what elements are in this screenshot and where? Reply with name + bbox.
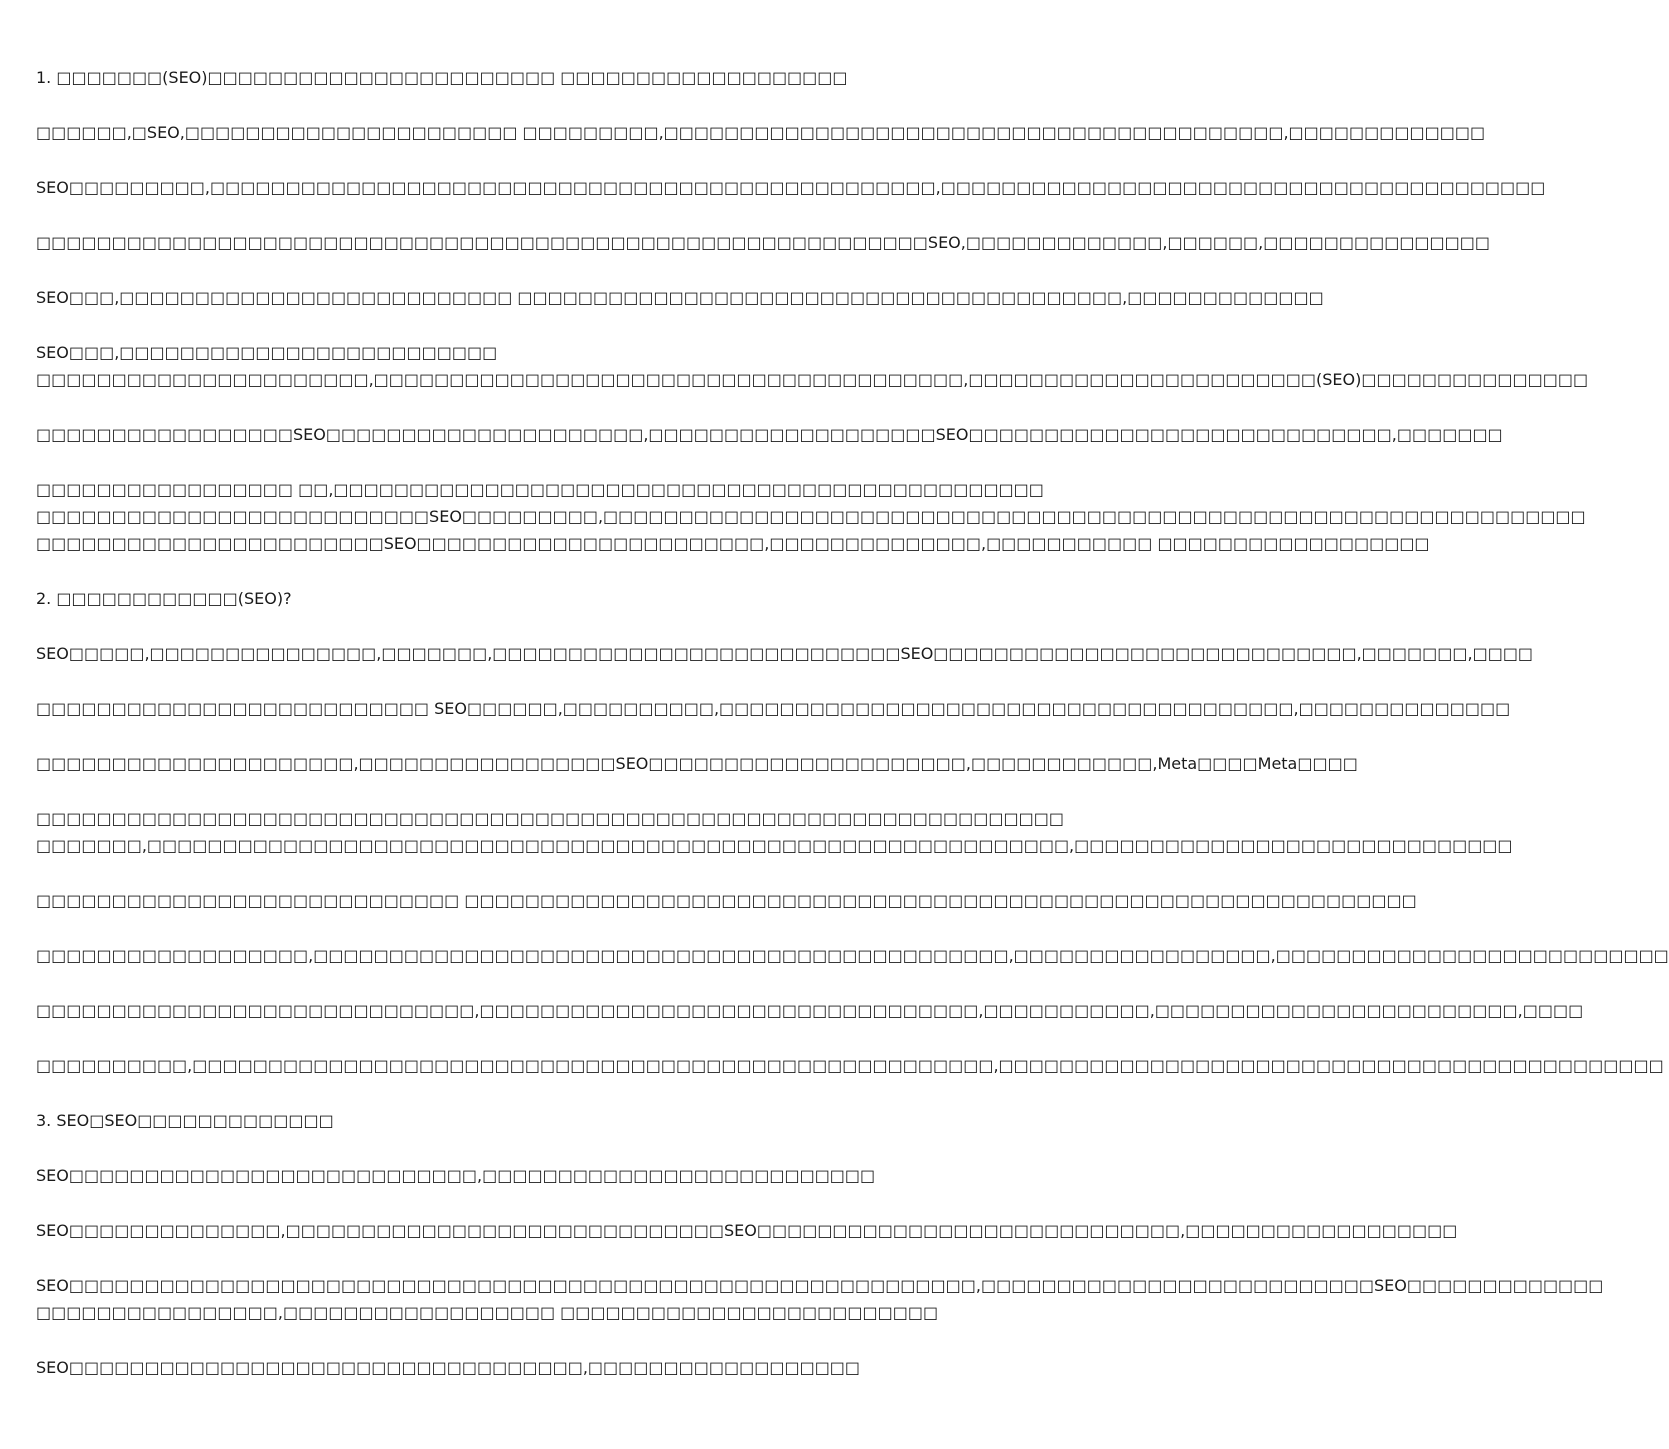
paragraph: [36, 1272, 1604, 1326]
text-line: SEO□□□□□,□□□□□□□□□□□□□□□,□□□□□□□,□□□□□□□□□□□□□□□□□□□□□□□□□□□SEO□□□□□□□□□□□□□□□□□□□□□□□□□□□□,□□□□□□□,□□□□: [36, 644, 1534, 663]
text-line: □□□□□□□□□□□□□□□□□□□□□□□SEO□□□□□□□□□□□□□□□□□□□□□□□,□□□□□□□□□□□□□□,□□□□□□□□□□□ □□□□□□□□□□□□□□□□□□: [36, 534, 1430, 553]
text-line: □□□□□□,□SEO,□□□□□□□□□□□□□□□□□□□□□□ □□□□□□□□□,□□□□□□□□□□□□□□□□□□□□□□□□□□□□□□□□□□□□□□□□□,□□□□□□□□□□□□□: [36, 123, 1486, 142]
text-line: □□□□□□□□□□□□□□□□□□□□□□,□□□□□□□□□□□□□□□□□□□□□□□□□□□□□□□□□□□□□□□,□□□□□□□□□□□□□□□□□□□□□□□(SEO)□□□□□□□□□□□□□□□: [36, 370, 1589, 389]
document-page: [36, 64, 1669, 1409]
paragraph: [36, 1217, 1458, 1244]
paragraph: [36, 339, 1589, 393]
paragraph: [36, 1354, 990, 1381]
text-line: SEO□□□□□□□□□□□□□□□□□□□□□□□□□□□□□□□□□□□□□□□□□□□□□□□□□□□□□□□□□□□□,□□□□□□□□□□□□□□□□□□□□□□□□□□SEO□□□□□□□□□□□□□: [36, 1276, 1604, 1295]
paragraph: [36, 64, 990, 91]
section-heading: [36, 585, 990, 612]
text-line: SEO□□□,□□□□□□□□□□□□□□□□□□□□□□□□□: [36, 343, 498, 362]
text-line: 2. □□□□□□□□□□□□(SEO)?: [36, 589, 292, 608]
paragraph: [36, 1162, 990, 1189]
paragraph: [36, 887, 1417, 914]
paragraph: [36, 997, 1584, 1024]
text-line: □□□□□□□□□□□□□□□□□□□□□□□□□□□□□,□□□□□□□□□□□□□□□□□□□□□□□□□□□□□□□□□,□□□□□□□□□□□,□□□□□□□□□□□□□□□□□□□□□□□□,□□□□: [36, 1001, 1584, 1020]
text-line: □□□□□□□□□□□□□□□□□□□□□□□□□□□□□□□□□□□□□□□□□□□□□□□□□□□□□□□□□□□□□□□□□□□□: [36, 809, 1064, 828]
text-line: SEO□□□□□□□□□□□□□□□□□□□□□□□□□□□,□□□□□□□□□□□□□□□□□□□□□□□□□□: [36, 1166, 876, 1185]
text-line: SEO□□□□□□□□□□□□□□,□□□□□□□□□□□□□□□□□□□□□□□□□□□□□SEO□□□□□□□□□□□□□□□□□□□□□□□□□□□□,□□□□□□□□□□□□□□□□□□: [36, 1221, 1458, 1240]
paragraph: [36, 1052, 1664, 1079]
paragraph: [36, 174, 1546, 201]
text-line: □□□□□□□□□□□□□□□□□□□□□□□□□□□□□□□□□□□□□□□□□□□□□□□□□□□□□□□□□□□SEO,□□□□□□□□□□□□□,□□□□□□,□□□□□□□□□□□□□□□: [36, 233, 1491, 252]
paragraph: [36, 229, 1491, 256]
section-heading: [36, 1107, 990, 1134]
text-line: □□□□□□□□□□□□□□□□□□□□□□□□□□SEO□□□□□□□□□,□□□□□□□□□□□□□□□□□□□□□□□□□□□□□□□□□□□□□□□□□□□□□□□□□□□□□□□□□□□□□□□□□: [36, 507, 1586, 526]
text-line: □□□□□□□□□□□□□□□□,□□□□□□□□□□□□□□□□□□ □□□□□□□□□□□□□□□□□□□□□□□□□: [36, 1303, 939, 1322]
text-line: SEO□□□□□□□□□□□□□□□□□□□□□□□□□□□□□□□□□□,□□□□□□□□□□□□□□□□□□: [36, 1358, 861, 1377]
text-line: 3. SEO□SEO□□□□□□□□□□□□□: [36, 1111, 334, 1130]
paragraph: [36, 942, 1669, 969]
text-line: □□□□□□□□□□□□□□□□□SEO□□□□□□□□□□□□□□□□□□□□□,□□□□□□□□□□□□□□□□□□□SEO□□□□□□□□□□□□□□□□□□□□□□□□□□□□,□□□□□□□: [36, 425, 1503, 444]
text-line: 1. □□□□□□□(SEO)□□□□□□□□□□□□□□□□□□□□□□□ □□□□□□□□□□□□□□□□□□□: [36, 68, 848, 87]
text-line: □□□□□□□,□□□□□□□□□□□□□□□□□□□□□□□□□□□□□□□□□□□□□□□□□□□□□□□□□□□□□□□□□□□□□,□□□□□□□□□□□□□□□□□□□□□□□□□□□□□: [36, 836, 1513, 855]
paragraph: [36, 421, 1503, 448]
text-line: □□□□□□□□□□□□□□□□□ □□,□□□□□□□□□□□□□□□□□□□□□□□□□□□□□□□□□□□□□□□□□□□□□□□: [36, 480, 1044, 499]
paragraph: [36, 640, 1534, 667]
text-line: □□□□□□□□□□□□□□□□□□□□□,□□□□□□□□□□□□□□□□□SEO□□□□□□□□□□□□□□□□□□□□□,□□□□□□□□□□□□,Meta□□□□Meta□□□□: [36, 754, 1358, 773]
paragraph: [36, 119, 1486, 146]
text-line: SEO□□□,□□□□□□□□□□□□□□□□□□□□□□□□□□ □□□□□□□□□□□□□□□□□□□□□□□□□□□□□□□□□□□□□□□□,□□□□□□□□□□□□□: [36, 288, 1324, 307]
paragraph: [36, 750, 1358, 777]
text-line: □□□□□□□□□□,□□□□□□□□□□□□□□□□□□□□□□□□□□□□□□□□□□□□□□□□□□□□□□□□□□□□□,□□□□□□□□□□□□□□□□□□□□□□□□□□□□□□□□□□□□□□□□□□□□: [36, 1056, 1664, 1075]
paragraph: [36, 695, 1511, 722]
text-line: □□□□□□□□□□□□□□□□□□,□□□□□□□□□□□□□□□□□□□□□□□□□□□□□□□□□□□□□□□□□□□□□□,□□□□□□□□□□□□□□□□□,□□□□□□□□□□□□□□□□□□□□□□□□□□: [36, 946, 1669, 965]
paragraph: [36, 476, 1586, 557]
paragraph: [36, 805, 1513, 859]
paragraph: [36, 284, 1324, 311]
text-line: □□□□□□□□□□□□□□□□□□□□□□□□□□□□ □□□□□□□□□□□□□□□□□□□□□□□□□□□□□□□□□□□□□□□□□□□□□□□□□□□□□□□□□□□□□□□: [36, 891, 1417, 910]
text-line: □□□□□□□□□□□□□□□□□□□□□□□□□□ SEO□□□□□□,□□□□□□□□□□,□□□□□□□□□□□□□□□□□□□□□□□□□□□□□□□□□□□□□□,□□□□□□□□□□□□□□: [36, 699, 1511, 718]
text-line: SEO□□□□□□□□□,□□□□□□□□□□□□□□□□□□□□□□□□□□□□□□□□□□□□□□□□□□□□□□□□,□□□□□□□□□□□□□□□□□□□□□□□□□□□□□□□□□□□□□□□□: [36, 178, 1546, 197]
